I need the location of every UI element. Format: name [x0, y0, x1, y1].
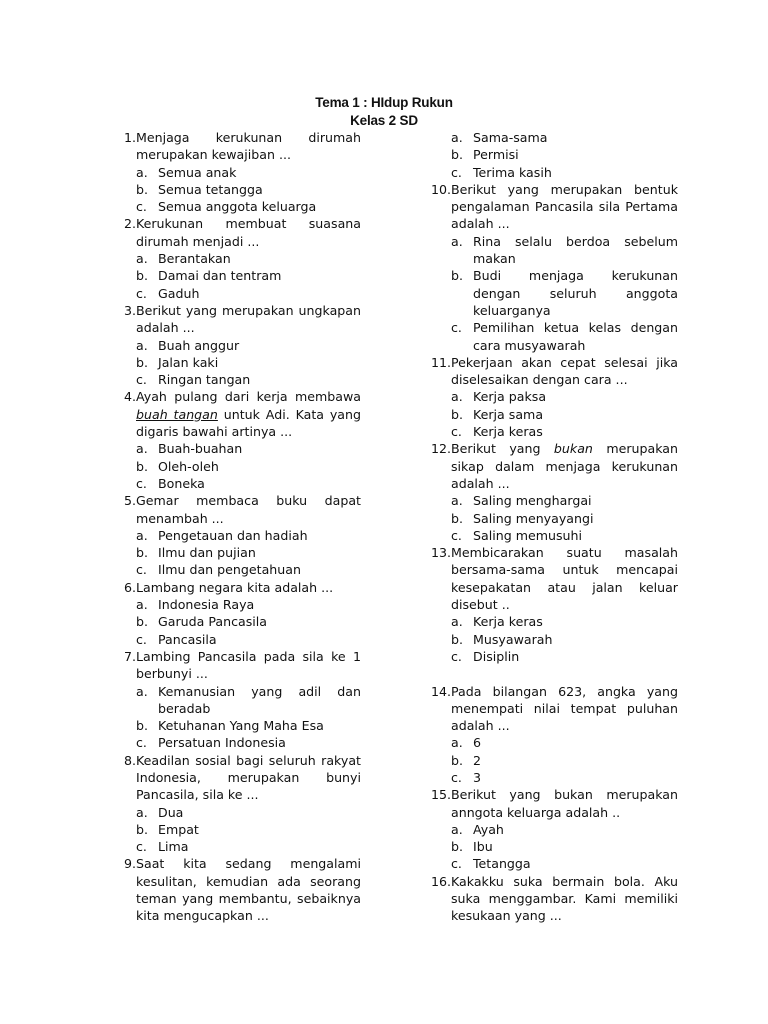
- question-4: [113, 388, 361, 440]
- option-c: c. Ilmu dan pengetahuan: [136, 562, 301, 578]
- question-text: Gemar membaca buku dapat menambah ...: [136, 493, 361, 526]
- option-b: b. Permisi: [451, 147, 519, 163]
- question-text: Berikut yang merupakan bentuk pengalaman Pancasila sila Pertama adalah ...: [451, 181, 678, 232]
- question-number: 15.: [430, 787, 451, 803]
- question-number: 13.: [430, 545, 451, 561]
- option-b: b. Empat: [136, 821, 199, 837]
- question-7: [113, 648, 361, 683]
- option-a: a. Buah-buahan: [136, 441, 243, 457]
- worksheet-title: Tema 1 : HIdup Rukun: [315, 95, 453, 110]
- question-number: 12.: [430, 441, 451, 457]
- option-c: c. Terima kasih: [451, 164, 552, 180]
- question-9: [113, 855, 361, 924]
- question-15: [428, 786, 678, 821]
- option-b: b. Ilmu dan pujian: [136, 545, 256, 561]
- question-8: [113, 752, 361, 804]
- question-number: 1.: [123, 130, 136, 145]
- option-b: b. Damai dan tentram: [136, 268, 282, 284]
- question-number: 9.: [123, 856, 136, 872]
- question-6: [113, 579, 361, 596]
- option-c: c. Semua anggota keluarga: [136, 199, 317, 215]
- option-b: b. Ibu: [451, 839, 493, 855]
- worksheet-class-label: Kelas 2 SD: [350, 113, 418, 128]
- option-c: c. Pancasila: [136, 631, 217, 647]
- question-number: 14.: [430, 683, 451, 699]
- blank-line: [428, 665, 678, 682]
- italic-word: bukan: [553, 441, 593, 457]
- question-3: [113, 302, 361, 337]
- question-5: [113, 492, 361, 527]
- question-text: Saat kita sedang mengalami kesulitan, kemudian ada seorang teman yang membantu, sebaiknya kita mengucapkan ...: [136, 856, 361, 924]
- question-2: [113, 215, 361, 250]
- option-c: c. Disiplin: [451, 648, 520, 664]
- option-c: c. Boneka: [136, 475, 205, 491]
- question-16: [428, 873, 678, 925]
- question-text: Lambing Pancasila pada sila ke 1 berbunyi ...: [136, 648, 361, 682]
- question-number: 3.: [123, 302, 136, 318]
- option-a: a. Buah anggur: [136, 337, 240, 353]
- question-number: 6.: [123, 579, 136, 595]
- option-c: c. Lima: [136, 839, 189, 855]
- question-text: Kerukunan membuat suasana dirumah menjadi ...: [136, 216, 361, 249]
- option-a: a. Pengetauan dan hadiah: [136, 527, 308, 543]
- question-text: Membicarakan suatu masalah bersama-sama untuk mencapai kesepakatan atau jalan keluar disebut ..: [451, 545, 678, 613]
- question-text: Menjaga kerukunan dirumah merupakan kewajiban ...: [136, 130, 361, 163]
- right-column: [428, 129, 678, 925]
- question-11: [428, 354, 678, 389]
- question-13: [428, 544, 678, 613]
- question-text: Ayah pulang dari kerja membawa buah tangan untuk Adi. Kata yang digaris bawahi artinya ...: [136, 389, 362, 440]
- option-a: a. Sama-sama: [451, 130, 548, 145]
- option-c: c. Tetangga: [451, 856, 531, 872]
- option-b: b. Ketuhanan Yang Maha Esa: [136, 718, 324, 734]
- question-number: 11.: [430, 354, 451, 370]
- question-number: 10.: [430, 181, 451, 197]
- option-c: c. 3: [451, 769, 482, 785]
- question-text: Lambang negara kita adalah ...: [136, 579, 334, 595]
- question-number: 4.: [123, 389, 136, 405]
- question-number: 8.: [123, 752, 136, 768]
- question-number: 7.: [123, 648, 136, 664]
- question-text: Pekerjaan akan cepat selesai jika diselesaikan dengan cara ...: [451, 354, 678, 388]
- question-number: 16.: [430, 873, 451, 889]
- question-text: Berikut yang merupakan ungkapan adalah ...: [136, 302, 361, 336]
- option-a: a. Ayah: [451, 821, 504, 837]
- question-10: [428, 181, 678, 233]
- option-c: c. Ringan tangan: [136, 372, 251, 388]
- question-text: Kakakku suka bermain bola. Aku suka menggambar. Kami memiliki kesukaan yang ...: [451, 873, 678, 924]
- question-text: Berikut yang bukan merupakan sikap dalam menjaga kerukunan adalah ...: [451, 441, 678, 491]
- option-a: a. 6: [451, 735, 482, 751]
- question-1: [113, 129, 361, 164]
- option-b: b. Budi menjaga kerukunan dengan seluruh anggota keluarganya: [451, 268, 678, 318]
- option-c: c. Pemilihan ketua kelas dengan cara musyawarah: [451, 320, 678, 353]
- option-a: a. Kerja keras: [451, 614, 543, 630]
- option-b: b. Jalan kaki: [136, 354, 219, 370]
- option-b: b. 2: [451, 752, 482, 768]
- option-c: c. Gaduh: [136, 285, 200, 301]
- option-a: a. Rina selalu berdoa sebelum makan: [451, 233, 678, 267]
- question-number: 5.: [123, 493, 136, 509]
- option-b: b. Semua tetangga: [136, 181, 263, 197]
- option-a: a. Kerja paksa: [451, 389, 547, 405]
- question-number: 2.: [123, 216, 136, 232]
- question-text: Keadilan sosial bagi seluruh rakyat Indonesia, merupakan bunyi Pancasila, sila ke ...: [136, 752, 361, 803]
- option-b: b. Oleh-oleh: [136, 458, 219, 474]
- option-b: b. Saling menyayangi: [451, 510, 594, 526]
- question-14: [428, 683, 678, 735]
- left-column: [113, 129, 361, 925]
- option-a: a. Saling menghargai: [451, 493, 592, 509]
- question-text: Pada bilangan 623, angka yang menempati nilai tempat puluhan adalah ...: [451, 683, 678, 734]
- option-b: b. Garuda Pancasila: [136, 614, 267, 630]
- option-c: c. Kerja keras: [451, 424, 543, 440]
- option-c: c. Persatuan Indonesia: [136, 735, 286, 751]
- option-b: b. Musyawarah: [451, 631, 553, 647]
- question-12: [428, 440, 678, 492]
- option-c: c. Saling memusuhi: [451, 527, 582, 543]
- option-a: a. Dua: [136, 804, 184, 820]
- underlined-phrase: buah tangan: [136, 406, 218, 422]
- option-a: a. Indonesia Raya: [136, 597, 255, 613]
- option-a: a. Berantakan: [136, 251, 231, 267]
- option-a: a. Semua anak: [136, 164, 237, 180]
- option-a: a. Kemanusian yang adil dan beradab: [136, 683, 361, 716]
- option-b: b. Kerja sama: [451, 406, 544, 422]
- question-text: Berikut yang bukan merupakan anngota keluarga adalah ..: [451, 787, 678, 820]
